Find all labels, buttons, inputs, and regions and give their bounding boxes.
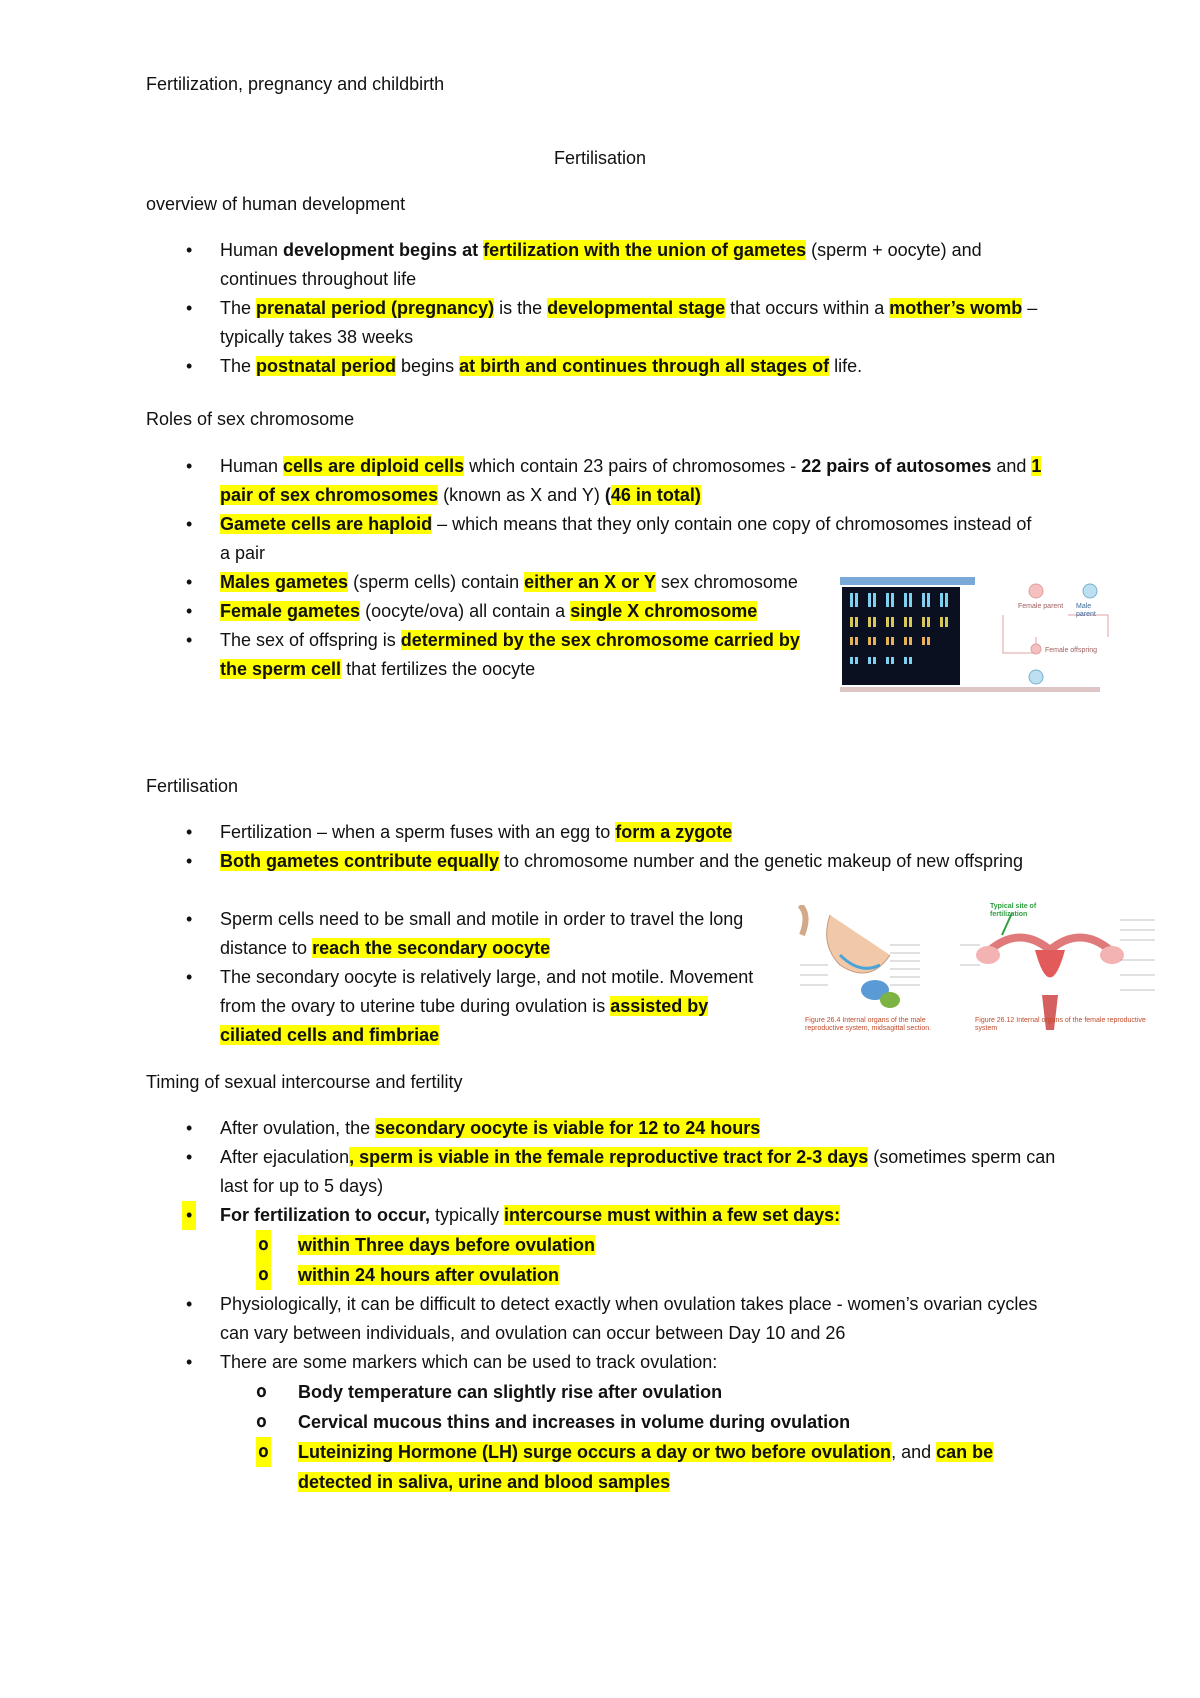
list-item: • Fertilization – when a sperm fuses with an egg to form a zygote bbox=[146, 818, 1046, 847]
document-title: Fertilization, pregnancy and childbirth bbox=[146, 74, 445, 94]
overview-list bbox=[146, 236, 1046, 381]
sub-list-item: o Body temperature can slightly rise after ovulation bbox=[220, 1377, 1066, 1407]
karyotype-caption-bar bbox=[840, 577, 975, 585]
list-item: • Human cells are diploid cells which contain 23 pairs of chromosomes - 22 pairs of autosomes and 1 pair of sex chromosomes (known as X and Y) (46 in total) bbox=[146, 452, 1046, 510]
label-fertilization-site: Typical site of fertilization bbox=[990, 903, 1037, 918]
list-item: • Physiologically, it can be difficult to detect exactly when ovulation takes place - women’s ovarian cycles can vary between individuals, and ovulation can occur between Day 10 and 26 bbox=[146, 1290, 1066, 1348]
list-item: • The secondary oocyte is relatively large, and not motile. Movement from the ovary to uterine tube during ovulation is assisted by ciliated cells and fimbriae bbox=[146, 963, 766, 1050]
sub-list-item: o within 24 hours after ovulation bbox=[220, 1260, 1066, 1290]
label-female-parent: Female parent bbox=[1018, 603, 1064, 610]
label-female-offspring: Female offspring bbox=[1045, 647, 1098, 654]
list-item: • Female gametes (oocyte/ova) all contain a single X chromosome bbox=[146, 597, 806, 626]
list-item: • For fertilization to occur, typically intercourse must within a few set days: o within Three days before ovulation o within 24 hours after ovulation bbox=[146, 1201, 1066, 1290]
figure-caption-line bbox=[840, 687, 1100, 692]
sub-list-item: o Luteinizing Hormone (LH) surge occurs a day or two before ovulation, and can be detected in saliva, urine and blood samples bbox=[220, 1437, 1066, 1497]
list-item: • Gamete cells are haploid – which means that they only contain one copy of chromosomes instead of a pair bbox=[146, 510, 1046, 568]
list-item: • Sperm cells need to be small and motile in order to travel the long distance to reach the secondary oocyte bbox=[146, 905, 766, 963]
fertilisation-list bbox=[146, 818, 1046, 876]
list-item: • Males gametes (sperm cells) contain either an X or Y sex chromosome bbox=[146, 568, 806, 597]
timing-list bbox=[146, 1114, 1066, 1497]
caption-male-figure: Figure 26.4 Internal organs of the male reproductive system, midsagittal section. bbox=[805, 1017, 932, 1032]
sub-list-item: o Cervical mucous thins and increases in volume during ovulation bbox=[220, 1407, 1066, 1437]
female-reproductive-illustration bbox=[960, 913, 1155, 1030]
sub-list bbox=[220, 1230, 1066, 1290]
list-item: • After ejaculation, sperm is viable in the female reproductive tract for 2-3 days (sometimes sperm can last for up to 5 days) bbox=[146, 1143, 1066, 1201]
section-heading-fertilisation: Fertilisation bbox=[146, 776, 239, 796]
main-heading: Fertilisation bbox=[553, 148, 647, 168]
chromosome-figure bbox=[840, 577, 1110, 697]
roles-list bbox=[146, 452, 1046, 568]
karyotype-diagram bbox=[840, 577, 1110, 697]
list-item: • The prenatal period (pregnancy) is the developmental stage that occurs within a mother’s womb – typically takes 38 weeks bbox=[146, 294, 1046, 352]
roles-list-narrow bbox=[146, 568, 806, 684]
inheritance-diagram bbox=[1003, 584, 1108, 684]
fertilisation-list-narrow bbox=[146, 905, 766, 1050]
sub-list bbox=[220, 1377, 1066, 1497]
list-item: • The sex of offspring is determined by the sex chromosome carried by the sperm cell that fertilizes the oocyte bbox=[146, 626, 806, 684]
list-item: • Human development begins at fertilization with the union of gametes (sperm + oocyte) and continues throughout life bbox=[146, 236, 1046, 294]
list-item: • After ovulation, the secondary oocyte is viable for 12 to 24 hours bbox=[146, 1114, 1066, 1143]
section-heading-timing: Timing of sexual intercourse and fertility bbox=[146, 1072, 463, 1092]
sub-list-item: o within Three days before ovulation bbox=[220, 1230, 1066, 1260]
caption-female-figure: Figure 26.12 Internal organs of the female reproductive system bbox=[975, 1017, 1146, 1032]
male-reproductive-illustration bbox=[800, 905, 920, 1008]
section-heading-overview: overview of human development bbox=[146, 194, 406, 214]
reproductive-figure bbox=[790, 905, 1160, 1040]
list-item: • Both gametes contribute equally to chromosome number and the genetic makeup of new offspring bbox=[146, 847, 1046, 876]
list-item: • The postnatal period begins at birth and continues through all stages of life. bbox=[146, 352, 1046, 381]
section-heading-roles: Roles of sex chromosome bbox=[146, 409, 355, 429]
list-item: • There are some markers which can be used to track ovulation: o Body temperature can slightly rise after ovulation o Cervical mucous thins and increases in volume during ovulation o Luteinizing Hormone (LH) surge occurs a day or two before ovulation, and can be detected in saliva, urine and blood samples bbox=[146, 1348, 1066, 1497]
label-male-parent: Male parent bbox=[1076, 603, 1096, 618]
